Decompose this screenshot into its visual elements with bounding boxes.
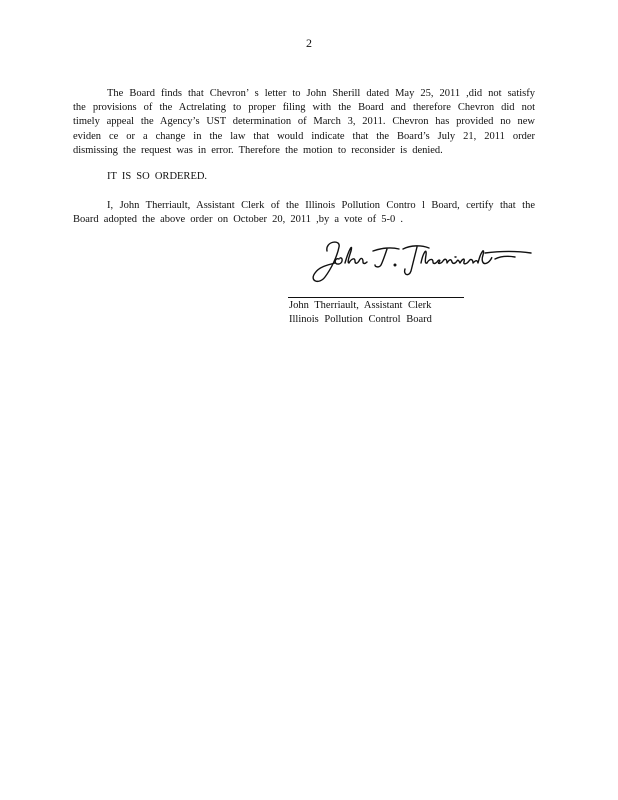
page-number: 2 — [306, 36, 312, 50]
signatory-organization: Illinois Pollution Control Board — [289, 314, 432, 326]
signature-line — [288, 297, 464, 298]
certification-paragraph: I, John Therriault, Assistant Clerk of the Illinois Pollution Contro l Board, certify that the Board adopted the above order on October 20, 2011 ,by a vote of 5-0 . — [73, 200, 535, 226]
signature-block — [289, 299, 432, 327]
signatory-name-title: John Therriault, Assistant Clerk — [289, 300, 432, 311]
so-ordered-paragraph: IT IS SO ORDERED. — [107, 171, 208, 182]
findings-paragraph: The Board finds that Chevron’ s letter to John Sherill dated May 25, 2011 ,did not satisfy the provisions of the Actrelating to proper filing with the Board and therefore Chevron did not timely appeal the Agency’s UST determination of March 3, 2011. Chevron has provided no new eviden ce or a change in the law that would indicate that the Board’s July 21, 2011 order dismissing the request was in error. Therefore the motion to reconsider is denied. — [73, 88, 535, 156]
handwritten-signature — [305, 237, 545, 285]
